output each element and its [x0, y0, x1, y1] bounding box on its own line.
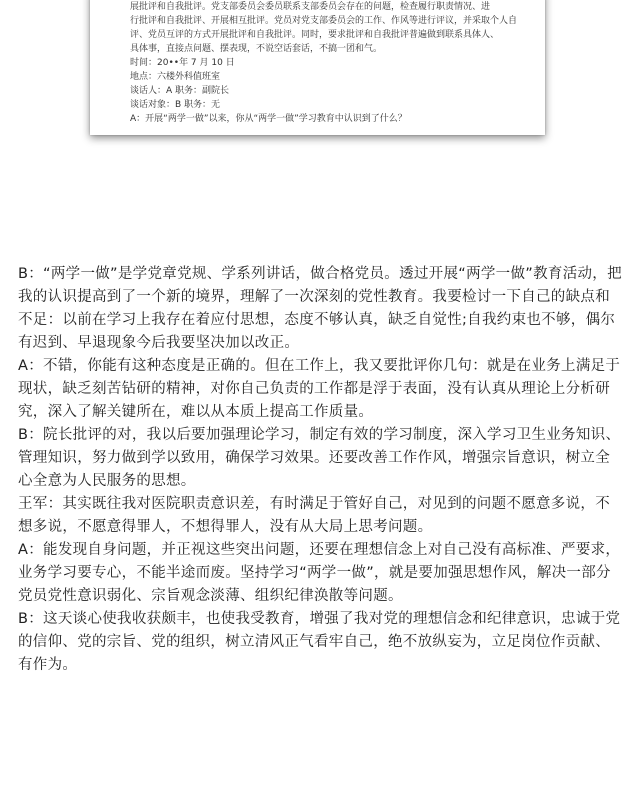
preview-interviewer: 谈话人：A 职务：副院长	[130, 86, 230, 96]
dialogue-paragraph: A：能发现自身问题，并正视这些突出问题，还要在理想信念上对自己没有高标准、严要求，业务学习要专心，不能半途而废。坚持学习“两学一做”，就是要加强思想作风，解决一部分党员党性意识弱化、宗旨观念淡薄、组织纪律涣散等问题。	[18, 542, 621, 604]
preview-location: 地点：六楼外科值班室	[130, 72, 221, 82]
preview-time: 时间：20••年 7 月 10 日	[130, 58, 235, 68]
preview-interviewee: 谈话对象：B 职务：无	[130, 100, 221, 110]
document-preview-card	[90, 0, 545, 135]
dialogue-paragraph: A：不错，你能有这种态度是正确的。但在工作上，我又要批评你几句：就是在业务上满足于现状，缺乏刻苦钻研的精神，对你自己负责的工作都是浮于表面，没有认真从理论上分析研究，深入了解关键所在，难以从本质上提高工作质量。	[18, 358, 621, 420]
dialogue-paragraph: B：院长批评的对，我以后要加强理论学习，制定有效的学习制度，深入学习卫生业务知识、管理知识，努力做到学以致用，确保学习效果。还要改善工作作风，增强宗旨意识，树立全心全意为人民服务的思想。	[18, 427, 621, 489]
preview-line: 评、党员互评的方式开展批评和自我批评。同时，要求批评和自我批评普遍做到联系具体人、	[130, 30, 500, 40]
dialogue-paragraph: B：这天谈心使我收获颇丰，也使我受教育，增强了我对党的理想信念和纪律意识，忠诚于党的信仰、党的宗旨、党的组织，树立清风正气看牢自己，绝不放纵妄为，立足岗位作贡献、有作为。	[18, 611, 621, 673]
preview-line: 行批评和自我批评、开展相互批评。党员对党支部委员会的工作、作风等进行评议，并采取个人自	[130, 16, 518, 26]
preview-line: 展批评和自我批评。党支部委员会委员联系支部委员会存在的问题，检查履行职责情况、进	[130, 2, 491, 12]
preview-question: A：开展“两学一做”以来，你从“两学一做”学习教育中认识到了什么？	[130, 114, 407, 124]
dialogue-paragraph: B：“两学一做”是学党章党规、学系列讲话，做合格党员。透过开展“两学一做”教育活动，把我的认识提高到了一个新的境界，理解了一次深刻的党性教育。我要检讨一下自己的缺点和不足：以前在学习上我存在着应付思想，态度不够认真，缺乏自觉性;自我约束也不够，偶尔有迟到、早退现象今后我要坚决加以改正。	[18, 266, 622, 351]
preview-line: 具体事，直接点问题、摆表现，不说空话套话，不搞一团和气。	[130, 44, 383, 54]
dialogue-paragraph: 王军：其实既往我对医院职责意识差，有时满足于管好自己，对见到的问题不愿意多说，不想多说，不愿意得罪人，不想得罪人，没有从大局上思考问题。	[18, 496, 610, 535]
